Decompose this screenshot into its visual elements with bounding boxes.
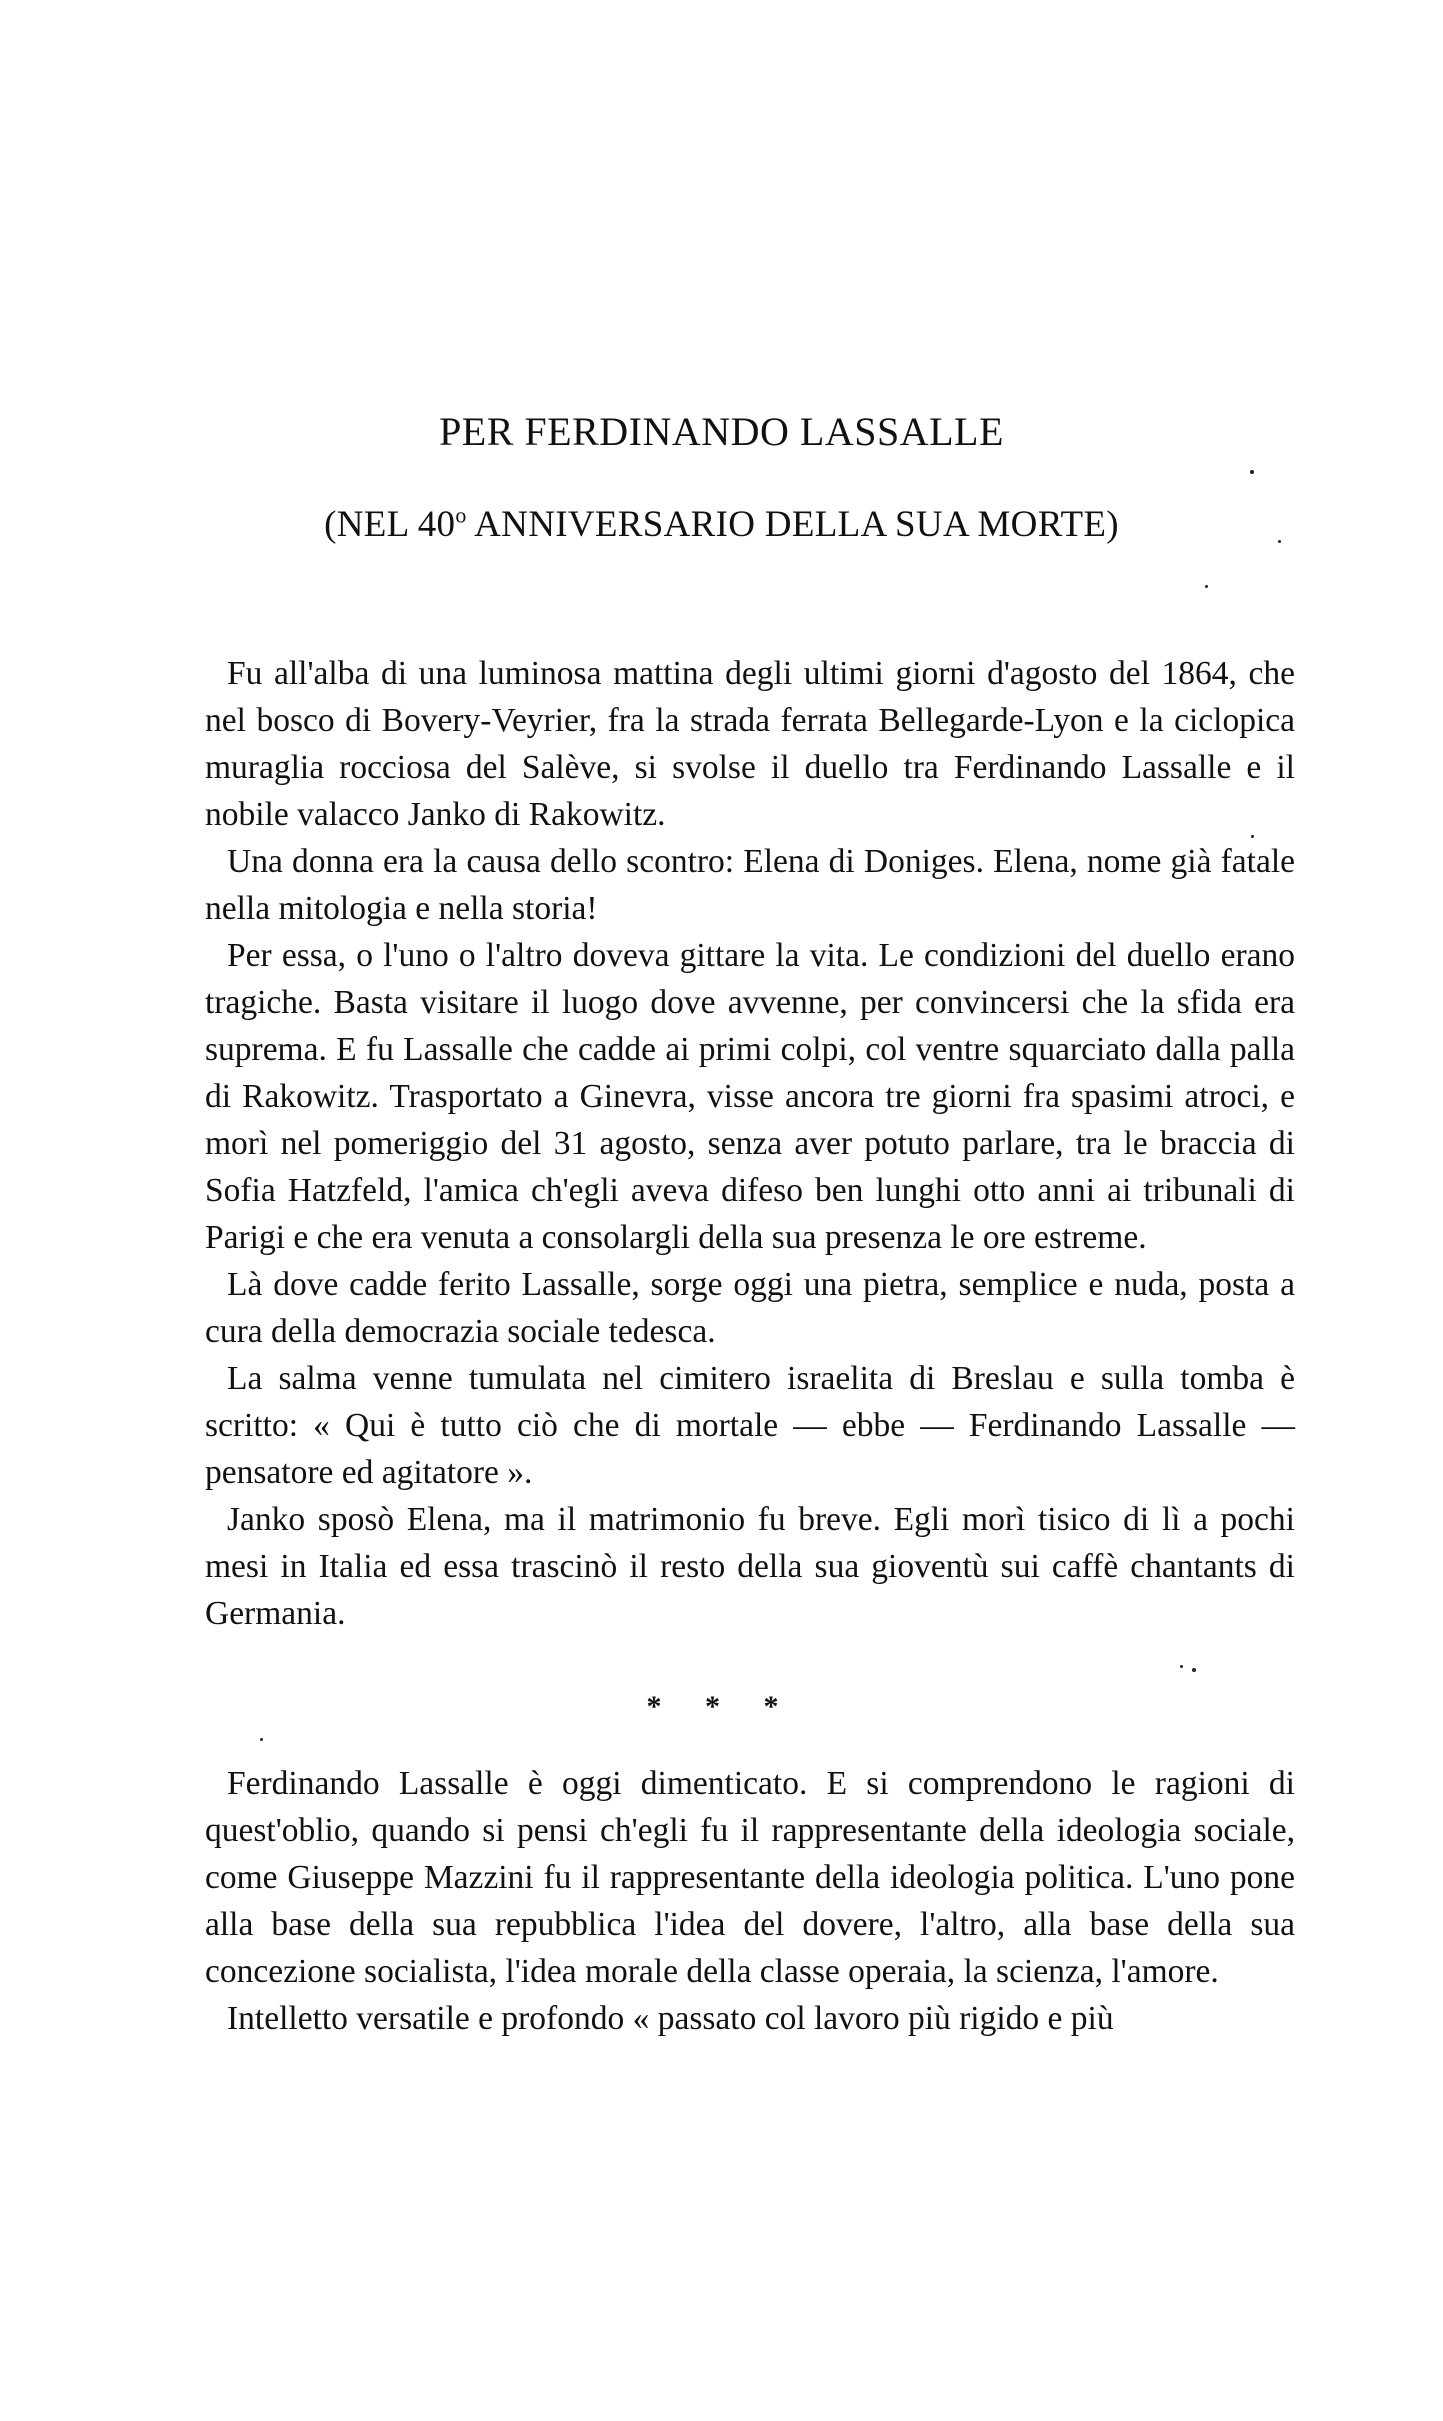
scan-speck <box>1251 835 1254 838</box>
subtitle-ordinal: o <box>455 502 467 528</box>
section-separator: * * * <box>646 1690 797 1723</box>
subtitle-start: (NEL 40 <box>324 504 456 545</box>
page-title: PER FERDINANDO LASSALLE <box>439 409 1004 454</box>
page-subtitle <box>0 503 1443 546</box>
subtitle-end: ANNIVERSARIO DELLA SUA MORTE) <box>466 504 1119 545</box>
paragraph: Janko sposò Elena, ma il matrimonio fu breve. Egli morì tisico di lì a pochi mesi in Italia ed essa trascinò il resto della sua gioventù sui caffè chantants di Germania. <box>205 1501 1295 1632</box>
scan-speck <box>1205 585 1208 588</box>
paragraph: Là dove cadde ferito Lassalle, sorge oggi una pietra, semplice e nuda, posta a cura della democrazia sociale tedesca. <box>205 1266 1295 1350</box>
paragraph: Una donna era la causa dello scontro: Elena di Doniges. Elena, nome già fatale nella mitologia e nella storia! <box>205 843 1295 927</box>
section-one <box>205 650 1295 1637</box>
paragraph: Ferdinando Lassalle è oggi dimenticato. E si comprendono le ragioni di quest'oblio, quando si pensi ch'egli fu il rappresentante della ideologia sociale, come Giuseppe Mazzini fu il rappresentante della ideologia politica. L'uno pone alla base della sua repubblica l'idea del dovere, l'altro, alla base della sua concezione socialista, l'idea morale della classe operaia, la scienza, l'amore. <box>205 1765 1295 1990</box>
paragraph: Fu all'alba di una luminosa mattina degli ultimi giorni d'agosto del 1864, che nel bosco di Bovery-Veyrier, fra la strada ferrata Bellegarde-Lyon e la ciclopica muraglia rocciosa del Salève, si svolse il duello tra Ferdinando Lassalle e il nobile valacco Janko di Rakowitz. <box>205 655 1295 833</box>
paragraph: Per essa, o l'uno o l'altro doveva gittare la vita. Le condizioni del duello erano tragiche. Basta visitare il luogo dove avvenne, per convincersi che la sfida era suprema. E fu Lassalle che cadde ai primi colpi, col ventre squarciato dalla palla di Rakowitz. Trasportato a Ginevra, visse ancora tre giorni fra spasimi atroci, e morì nel pomeriggio del 31 agosto, senza aver potuto parlare, tra le braccia di Sofia Hatzfeld, l'amica ch'egli aveva difeso ben lunghi otto anni ai tribunali di Parigi e che era venuta a consolargli della sua presenza le ore estreme. <box>205 937 1295 1256</box>
paragraph: La salma venne tumulata nel cimitero israelita di Breslau e sulla tomba è scritto: « Qui è tutto ciò che di mortale — ebbe — Ferdinando Lassalle — pensatore ed agitatore ». <box>205 1360 1295 1491</box>
scan-speck <box>1278 540 1281 543</box>
scan-speck <box>1192 1668 1196 1672</box>
scan-speck <box>260 1738 263 1741</box>
scan-speck <box>1250 470 1254 474</box>
paragraph: Intelletto versatile e profondo « passato col lavoro più rigido e più <box>227 2000 1114 2037</box>
section-two <box>205 1760 1295 2042</box>
scan-speck <box>1180 1665 1183 1668</box>
